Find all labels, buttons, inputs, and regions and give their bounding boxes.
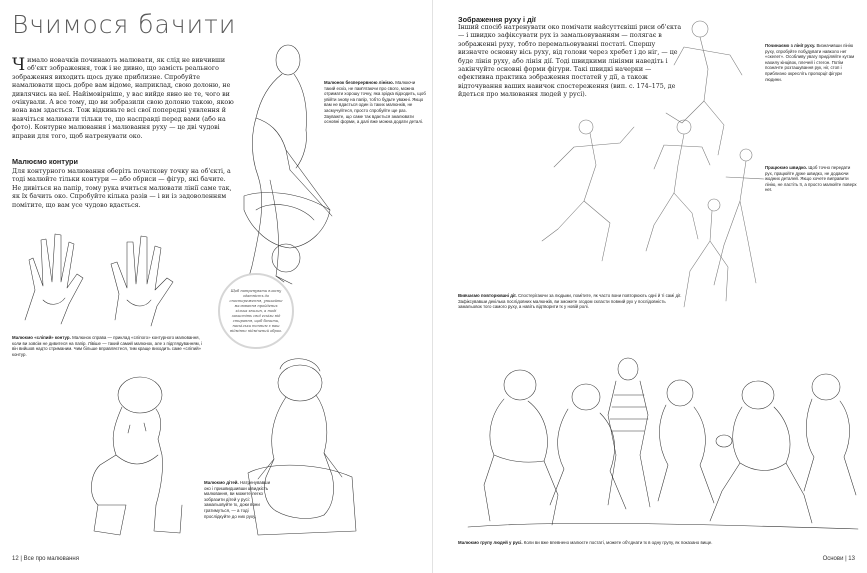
right-page	[433, 0, 867, 573]
tip-circle	[218, 273, 294, 349]
blind-contour-caption-text: Малюнок справа — приклад «сліпого» контурного малювання, коли ви зовсім не дивитеся на папір. Лівіше — такий самий малюнок, але з підглядуванням, і він вийшов надто стриманим. Чим більше вправляєтеся, тим краще виходить саме «сліпий» контур.	[12, 335, 203, 357]
page-title: Вчимося бачити	[12, 10, 237, 39]
running-figure-icon	[478, 15, 768, 315]
tip-circle-text: Щоб натренувати власну здатність до спостереження, уникайте малювання пройдених кілька хвилин, а тоді захистіть свої ескізи від стирання, щоб бачити, наскільки точним є ваш відмінно підмічений образ.	[229, 288, 283, 333]
repeated-actions-caption-text: Спостерігаючи за людьми, помітите, як часто вони повторюють одні й ті самі дії. Зафіксувавши декілька послідовних малюнків, ви зможете згодом скласти повний рух у послідовність замальовок того самого руху, а навіть відтворити їх у новій ролі.	[458, 293, 682, 310]
continuous-line-caption-text: Малюючи такий ескіз, не пам'ятаючи про свого, можна отримати хорошу точку, яка зрідка відходить, щоб увійти знову на папір, тобто будьте уважні. Якщо вам не вдається один із таких малюнків, не засмучуйтеся, просто спробуйте ще раз. Зауважте, що саме так вдається змалювати основні форми, а далі вже можна додати деталі.	[324, 80, 426, 125]
intro-text: имало новачків починають малювати, як слід не вивчивши об'єкт зображення, тож і не дивно, що замість реального зображення виходить щось дуже приблизне. Спробуйте намалювати щось добре вам відоме, наприклад, свою долоню, не дивлячись на неї. Найімовірніше, у вас вийде явно не те, чого ви очікували. А все тому, що ви зобразили свою долоню такою, якою вона вам здається. Тож відкиньте всі свої попередні уявлення й навчіться малювати тільки те, що насправді перед вами (або на фото). Контурне малювання і малювання руху — це дві чудові вправи для того, щоб натренувати око.	[12, 57, 234, 140]
folio-right: Основи | 13	[822, 556, 855, 562]
intro-paragraph	[12, 57, 234, 141]
line-of-action-caption-text: Визначивши лінію руху, спробуйте побудувати навколо неї «скелет». Особливу увагу приділяйте кутам нахилу кінцівок, плечей і стегон. Потім позначте розташування рук, ніг, стоп і приблизно окресліть пропорції фігури людини.	[765, 43, 855, 82]
work-fast-caption	[765, 165, 857, 193]
contours-heading: Малюємо контури	[12, 157, 78, 166]
line-of-action-caption	[765, 43, 859, 82]
drop-cap: Ч	[12, 55, 26, 75]
line-of-action-caption-title: Починаємо з лінії руху.	[765, 43, 816, 48]
motion-text: Інший спосіб натренувати око помічати найсуттєвіші риси об'єкта — і швидко зафіксувати рух із замальовуванням — полягає в зображенні руху, тобто перемальовуванні постаті. Спершу визначте основну вісь руху, від голови через хребет і до ніг, — це буде лінія руху, або лінія дії. Тоді швидкими лініями наведіть і закінчуйте основні форми фігури. Такі швидкі начерки — ефективна практика зображення постатей у дії, а також відточування ваших навичок спостереження (вип. с. 174–175, де йдеться про малювання людей у русі).	[458, 24, 682, 99]
children-caption	[204, 480, 272, 519]
repeated-actions-caption-title: Вивчаємо повторювані дії.	[458, 293, 517, 298]
hand-contour-icon	[15, 220, 195, 330]
children-caption-title: Малюємо дітей.	[204, 480, 239, 485]
work-fast-caption-title: Працюємо швидко.	[765, 165, 808, 170]
continuous-line-caption-title: Малюнок безперервною лінією.	[324, 80, 394, 85]
blind-contour-caption-title: Малюємо «сліпий» контур.	[12, 335, 71, 340]
children-caption-text: Натренувавши око і пришвидшивши швидкість малювання, ви можете легко зобразити дітей у русі: замальовуйте їх, доки вони гратимуться, — а тоді прослідкуйте до них руху.	[204, 480, 271, 519]
folio-left: 12 | Все про малювання	[12, 556, 79, 562]
left-page	[0, 0, 433, 573]
continuous-line-caption	[324, 80, 426, 125]
wheelbarrow-figure-icon	[230, 40, 335, 290]
motion-heading: Зображення руху і дії	[458, 15, 536, 24]
group-in-motion-caption-title: Малюємо групу людей у русі.	[458, 540, 523, 545]
work-fast-caption-text: Щоб точно передати рух, працюйте дуже швидко, не додаючи жодних деталей. Якщо хочете виправити лінію, не ластіть її, а просто малюйте поверх неї.	[765, 165, 857, 193]
repeated-actions-caption	[458, 293, 688, 310]
contours-text: Для контурного малювання оберіть початкову точку на об'єкті, а тоді малюйте тільки контури — або обриси — фігур, які бачите. Не дивіться на папір, тому рука вчиться малювати лінії саме так, як їх бачить око. Спробуйте кілька разів — і ви із задоволенням помітите, що вам усе чудово вдається.	[12, 168, 232, 209]
group-in-motion-caption-text: Коли ви вже впевнено малюєте постаті, можете об'єднати їх в одну групу, як показано вище.	[523, 540, 713, 545]
football-players-icon	[468, 345, 858, 535]
group-in-motion-caption	[458, 540, 788, 546]
